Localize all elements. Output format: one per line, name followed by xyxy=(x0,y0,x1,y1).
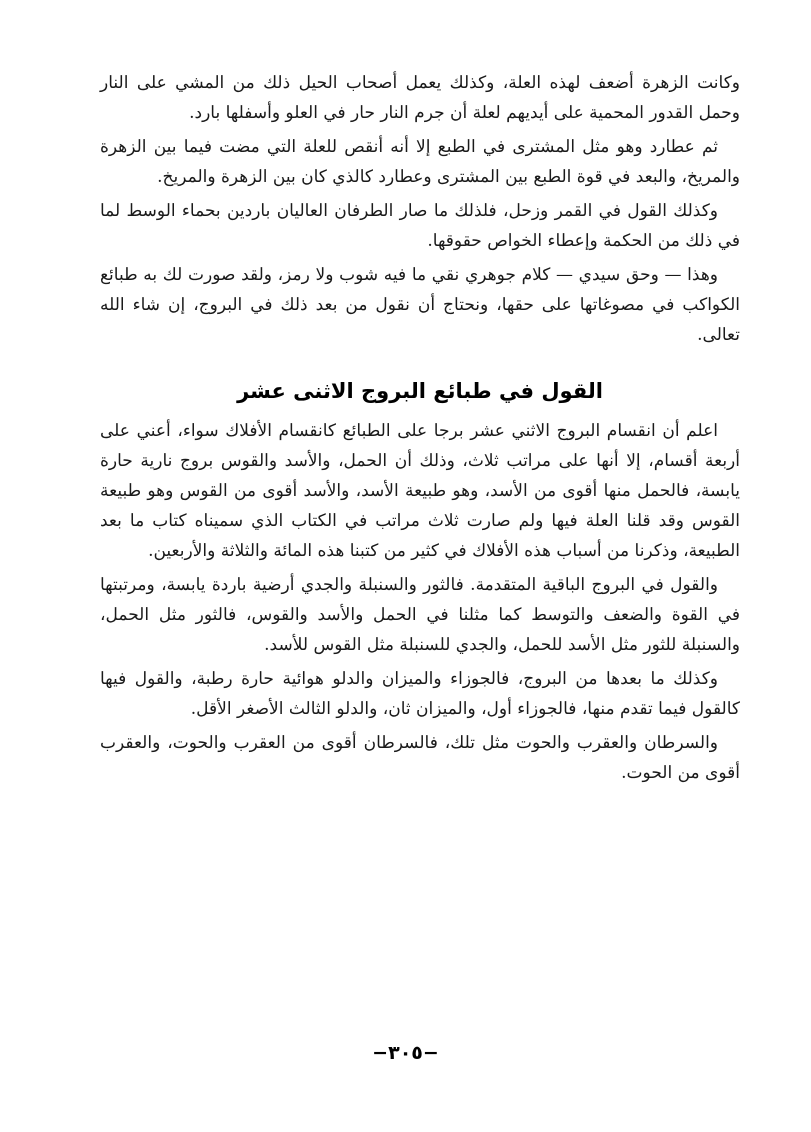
paragraph: وكذلك ما بعدها من البروج، فالجوزاء والميزان والدلو هوائية حارة رطبة، والقول فيها كالقول فيما تقدم منها، فالجوزاء أول، والميزان ثان، والدلو الثالث الأصغر الأقل. xyxy=(100,669,740,719)
section-heading: القول في طبائع البروج الاثنى عشر xyxy=(237,379,603,403)
paragraph: والقول في البروج الباقية المتقدمة. فالثور والسنبلة والجدي أرضية باردة يابسة، ومرتبتها في القوة والضعف والتوسط كما مثلنا في الحمل والأسد والقوس، فالثور مثل الحمل، والسنبلة للثور مثل الأسد للحمل، والجدي للسنبلة مثل القوس للأسد. xyxy=(100,575,740,655)
page-body xyxy=(100,68,740,792)
paragraph: ثم عطارد وهو مثل المشترى في الطبع إلا أنه أنقص للعلة التي مضت فيما بين الزهرة والمريخ، والبعد في قوة الطبع بين المشترى وعطارد كالذي كان بين الزهرة والمريخ. xyxy=(100,137,740,187)
paragraph: والسرطان والعقرب والحوت مثل تلك، فالسرطان أقوى من العقرب والحوت، والعقرب أقوى من الحوت. xyxy=(100,733,740,783)
paragraph: اعلم أن انقسام البروج الاثني عشر برجا على الطبائع كانقسام الأفلاك سواء، أعني على أربعة أقسام، إلا أنها على مراتب ثلاث، وذلك أن الحمل، والأسد والقوس بروج نارية حارة يابسة، فالحمل منها أقوى من الأسد، وهو طبيعة الأسد، والأسد أقوى من القوس وهو طبيعة القوس وقد قلنا العلة فيها ولم صارت ثلاث مراتب في الكتاب الذي سميناه كتاب ما بعد الطبيعة، وذكرنا من أسباب هذه الأفلاك في كثير من كتبنا هذه المائة والثلاثة والأربعين. xyxy=(100,421,740,561)
page-number: −٣٠٥− xyxy=(372,1042,439,1064)
paragraph: وهذا — وحق سيدي — كلام جوهري نقي ما فيه شوب ولا رمز، ولقد صورت لك به طبائع الكواكب في مصوغاتها على حقها، ونحتاج أن نقول من بعد ذلك في البروج، إن شاء الله تعالى. xyxy=(100,265,740,345)
paragraph: وكانت الزهرة أضعف لهذه العلة، وكذلك يعمل أصحاب الحيل ذلك من المشي على النار وحمل القدور المحمية على أيديهم لعلة أن جرم النار حار في العلو وأسفلها بارد. xyxy=(100,73,740,123)
paragraph: وكذلك القول في القمر وزحل، فلذلك ما صار الطرفان العاليان باردين بحماء الوسط لما في ذلك من الحكمة وإعطاء الخواص حقوقها. xyxy=(100,201,740,251)
